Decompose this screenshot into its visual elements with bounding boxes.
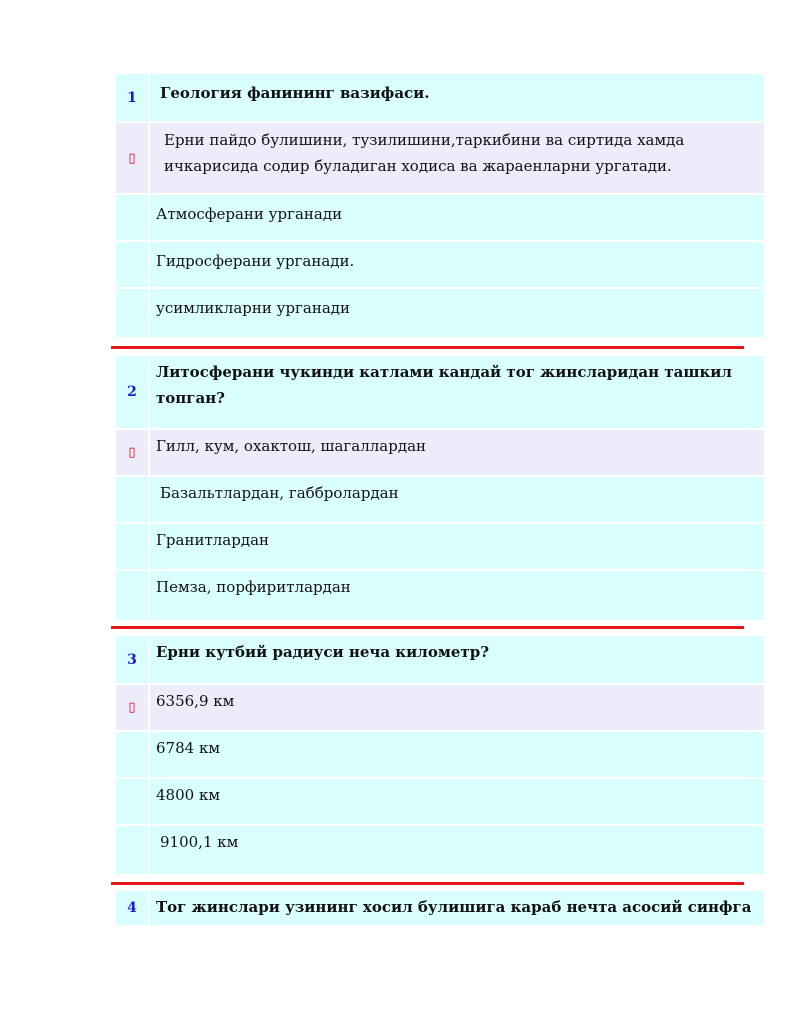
question-text: Тог жинслари узининг хосил булишига караб нечта асосий синфга <box>150 891 764 925</box>
answer-text: 6356,9 км <box>150 685 764 730</box>
question-row <box>116 636 764 683</box>
answer-text: Пемза, порфиритлардан <box>150 571 764 620</box>
question-number: 4 <box>116 891 150 925</box>
question-divider <box>111 346 744 349</box>
answer-text: Атмосферани урганади <box>150 195 764 240</box>
answer-row[interactable] <box>116 569 764 620</box>
answer-row[interactable] <box>116 475 764 522</box>
answer-text: Гранитлардан <box>150 524 764 569</box>
answer-row[interactable] <box>116 777 764 824</box>
question-divider <box>111 882 744 885</box>
answer-row-correct[interactable] <box>116 428 764 475</box>
question-row <box>116 891 764 925</box>
answer-row[interactable] <box>116 522 764 569</box>
answer-text: Базальтлардан, габбролардан <box>150 477 764 522</box>
answer-row[interactable] <box>116 730 764 777</box>
question-block-4 <box>116 891 764 925</box>
question-row <box>116 356 764 428</box>
answer-row-correct[interactable] <box>116 683 764 730</box>
answer-text: Ерни пайдо булишини, тузилишини,таркибини ва сиртида хамда ичкарисида содир буладиган ходиса ва жараенларни ургатади. <box>150 123 764 193</box>
question-divider <box>111 626 744 629</box>
question-number: 1 <box>116 74 150 121</box>
question-block-1 <box>116 74 764 337</box>
question-row <box>116 74 764 121</box>
answer-row[interactable] <box>116 287 764 337</box>
question-number: 2 <box>116 356 150 428</box>
question-text: Литосферани чукинди катлами кандай тог жинсларидан ташкил топган? <box>150 356 764 428</box>
answer-text: 4800 км <box>150 779 764 824</box>
answer-text: 9100,1 км <box>150 826 764 874</box>
answer-row[interactable] <box>116 240 764 287</box>
question-block-3 <box>116 636 764 874</box>
answer-row-correct[interactable] <box>116 121 764 193</box>
answer-text: усимликларни урганади <box>150 289 764 337</box>
correct-answer-icon: ▯ <box>128 700 136 715</box>
question-block-2 <box>116 356 764 620</box>
answer-text: Гилл, кум, охактош, шагаллардан <box>150 430 764 475</box>
correct-answer-icon: ▯ <box>128 150 136 166</box>
answer-text: Гидросферани урганади. <box>150 242 764 287</box>
question-text: Ерни кутбий радиуси неча километр? <box>150 636 764 683</box>
question-text: Геология фанининг вазифаси. <box>150 74 764 121</box>
answer-row[interactable] <box>116 193 764 240</box>
answer-text: 6784 км <box>150 732 764 777</box>
question-number: 3 <box>116 636 150 683</box>
answer-row[interactable] <box>116 824 764 874</box>
correct-answer-icon: ▯ <box>128 445 136 460</box>
